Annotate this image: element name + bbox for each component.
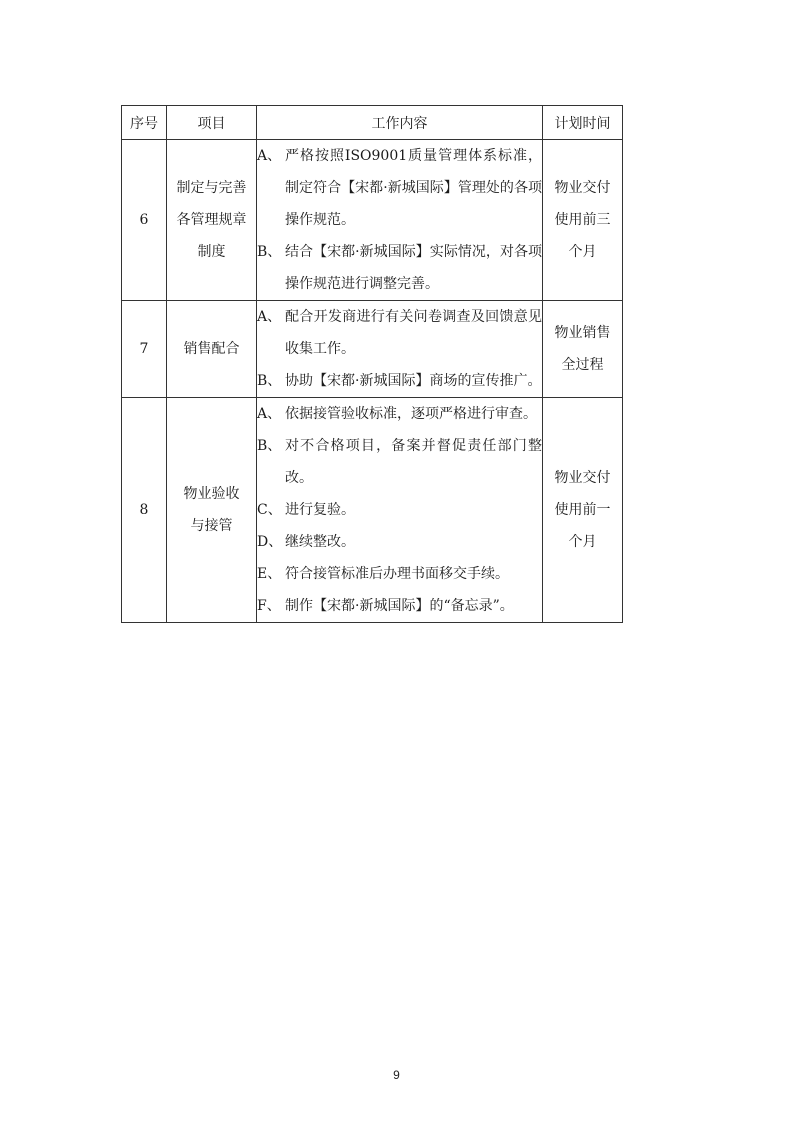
- row-item: [167, 301, 257, 398]
- content-text: 严格按照ISO9001质量管理体系标准，制定符合【宋都·新城国际】管理处的各项操作规范。: [285, 148, 542, 228]
- time-line: 使用前三: [554, 212, 611, 228]
- page-number: 9: [393, 1068, 400, 1082]
- content-item: [257, 398, 542, 430]
- content-marker: A、: [257, 148, 282, 164]
- table-row: [122, 140, 623, 301]
- header-content: 工作内容: [257, 106, 543, 140]
- item-line: 制定与完善: [176, 180, 247, 196]
- content-text: 符合接管标准后办理书面移交手续。: [285, 566, 509, 582]
- row-item: [167, 140, 257, 301]
- row-time: [543, 140, 623, 301]
- content-item: [257, 301, 542, 365]
- row-no: 8: [122, 398, 167, 623]
- content-item: [257, 236, 542, 300]
- item-line: 销售配合: [183, 341, 240, 357]
- time-line: 物业交付: [554, 180, 611, 196]
- time-line: 个月: [568, 534, 597, 550]
- header-time: 计划时间: [543, 106, 623, 140]
- row-content: [257, 398, 543, 623]
- content-marker: B、: [257, 244, 282, 260]
- table-header-row: [122, 106, 623, 140]
- table-row: [122, 301, 623, 398]
- item-line: 制度: [197, 244, 226, 260]
- content-marker: B、: [257, 373, 282, 389]
- content-text: 依据接管验收标准，逐项严格进行审查。: [285, 406, 537, 422]
- row-no: 6: [122, 140, 167, 301]
- item-line: 与接管: [190, 518, 233, 534]
- content-marker: F、: [257, 598, 281, 614]
- work-plan-table: [121, 105, 623, 623]
- row-content: [257, 140, 543, 301]
- row-content: [257, 301, 543, 398]
- item-line: 各管理规章: [176, 212, 247, 228]
- content-item: [257, 526, 542, 558]
- content-item: [257, 365, 542, 397]
- row-time: [543, 301, 623, 398]
- content-marker: B、: [257, 438, 282, 454]
- content-item: [257, 590, 542, 622]
- content-text: 进行复验。: [285, 502, 355, 518]
- content-text: 继续整改。: [285, 534, 355, 550]
- content-marker: C、: [257, 502, 282, 518]
- content-text: 协助【宋都·新城国际】商场的宣传推广。: [285, 373, 542, 389]
- content-item: [257, 558, 542, 590]
- row-time: [543, 398, 623, 623]
- time-line: 物业销售: [554, 325, 611, 341]
- row-no: 7: [122, 301, 167, 398]
- row-item: [167, 398, 257, 623]
- header-item: 项目: [167, 106, 257, 140]
- time-line: 全过程: [561, 357, 604, 373]
- content-marker: D、: [257, 534, 283, 550]
- content-text: 对不合格项目，备案并督促责任部门整改。: [285, 438, 542, 486]
- content-text: 配合开发商进行有关问卷调查及回馈意见收集工作。: [285, 309, 542, 357]
- content-item: [257, 494, 542, 526]
- content-marker: A、: [257, 309, 282, 325]
- content-item: [257, 430, 542, 494]
- time-line: 个月: [568, 244, 597, 260]
- time-line: 使用前一: [554, 502, 611, 518]
- header-no: 序号: [122, 106, 167, 140]
- content-marker: A、: [257, 406, 282, 422]
- time-line: 物业交付: [554, 470, 611, 486]
- content-item: [257, 140, 542, 236]
- content-text: 制作【宋都·新城国际】的“备忘录”。: [285, 598, 514, 614]
- table-row: [122, 398, 623, 623]
- content-text: 结合【宋都·新城国际】实际情况，对各项操作规范进行调整完善。: [285, 244, 542, 292]
- content-marker: E、: [257, 566, 282, 582]
- item-line: 物业验收: [183, 486, 240, 502]
